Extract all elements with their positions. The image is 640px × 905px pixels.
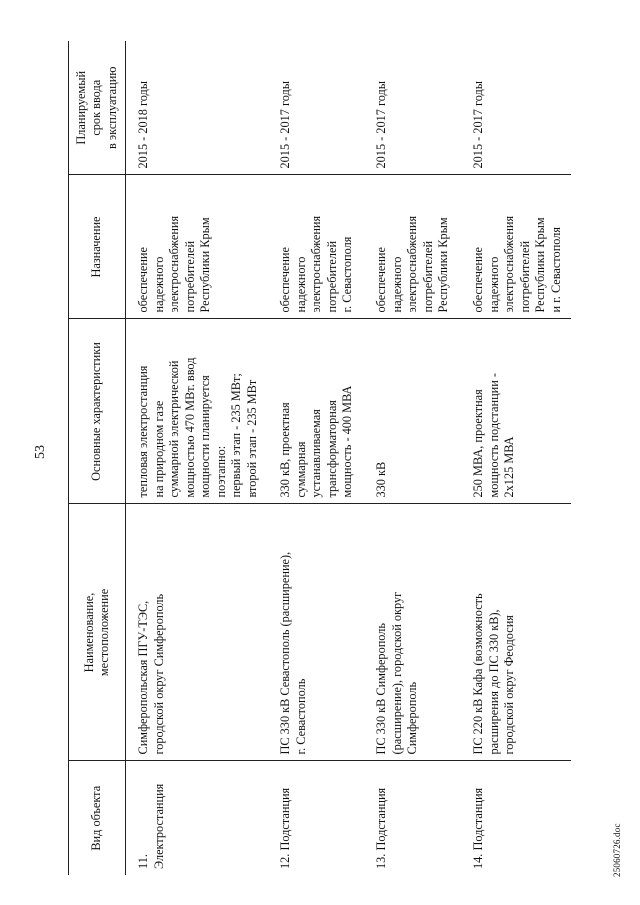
cell-commissioning-term: 2015 - 2017 годы [370, 41, 467, 175]
cell-object-type: 12. Подстанция [278, 787, 292, 869]
cell-purpose: обеспечение надежного электроснабжения потребителей Республики Крым и г. Севастополя [467, 175, 571, 319]
document-footer: 25060726.doc [612, 823, 622, 877]
cell-characteristics: тепловая электростанция на природном газе суммарной электрической мощностью 470 МВт. ввод мощности планируется поэтапно: первый этап - 235 МВт; второй этап - 235 МВт [126, 319, 275, 504]
objects-table [68, 41, 571, 875]
cell-object-type: 11. Электростанция [136, 783, 166, 869]
cell-name-location: ПС 220 кВ Кафа (возможность расширения до ПС 330 кВ), городской округ Феодосия [467, 504, 571, 761]
cell-name-location: ПС 330 кВ Севастополь (расширение), г. Севастополь [274, 504, 370, 761]
table-row [370, 41, 467, 875]
cell-name-location: Симферопольская ПГУ-ТЭС, городской округ Симферополь [126, 504, 275, 761]
header-name-location: Наименование, местоположение [69, 504, 126, 761]
table-row [274, 41, 370, 875]
page-number: 53 [33, 445, 48, 459]
cell-name-location: ПС 330 кВ Симферополь (расширение), городской округ Симферополь [370, 504, 467, 761]
cell-commissioning-term: 2015 - 2017 годы [467, 41, 571, 175]
cell-characteristics: 330 кВ, проектная суммарная устанавливаемая трансформаторная мощность - 400 МВА [274, 319, 370, 504]
cell-characteristics: 250 МВА, проектная мощность подстанции - 2х125 МВА [467, 319, 571, 504]
cell-object-type: 14. Подстанция [471, 787, 485, 869]
table-row [126, 41, 275, 875]
header-purpose: Назначение [69, 175, 126, 319]
header-commissioning-term: Планируемый срок ввода в эксплуатацию [69, 41, 126, 175]
table-row [467, 41, 571, 875]
cell-purpose: обеспечение надежного электроснабжения потребителей Республики Крым [370, 175, 467, 319]
header-object-type: Вид объекта [69, 761, 126, 875]
cell-object-type: 13. Подстанция [374, 787, 388, 869]
cell-purpose: обеспечение надежного электроснабжения потребителей г. Севастополя [274, 175, 370, 319]
header-characteristics: Основные характеристики [69, 319, 126, 504]
cell-purpose: обеспечение надежного электроснабжения потребителей Республики Крым [126, 175, 275, 319]
cell-commissioning-term: 2015 - 2018 годы [126, 41, 275, 175]
cell-commissioning-term: 2015 - 2017 годы [274, 41, 370, 175]
table-header-row [69, 41, 126, 875]
cell-characteristics: 330 кВ [370, 319, 467, 504]
